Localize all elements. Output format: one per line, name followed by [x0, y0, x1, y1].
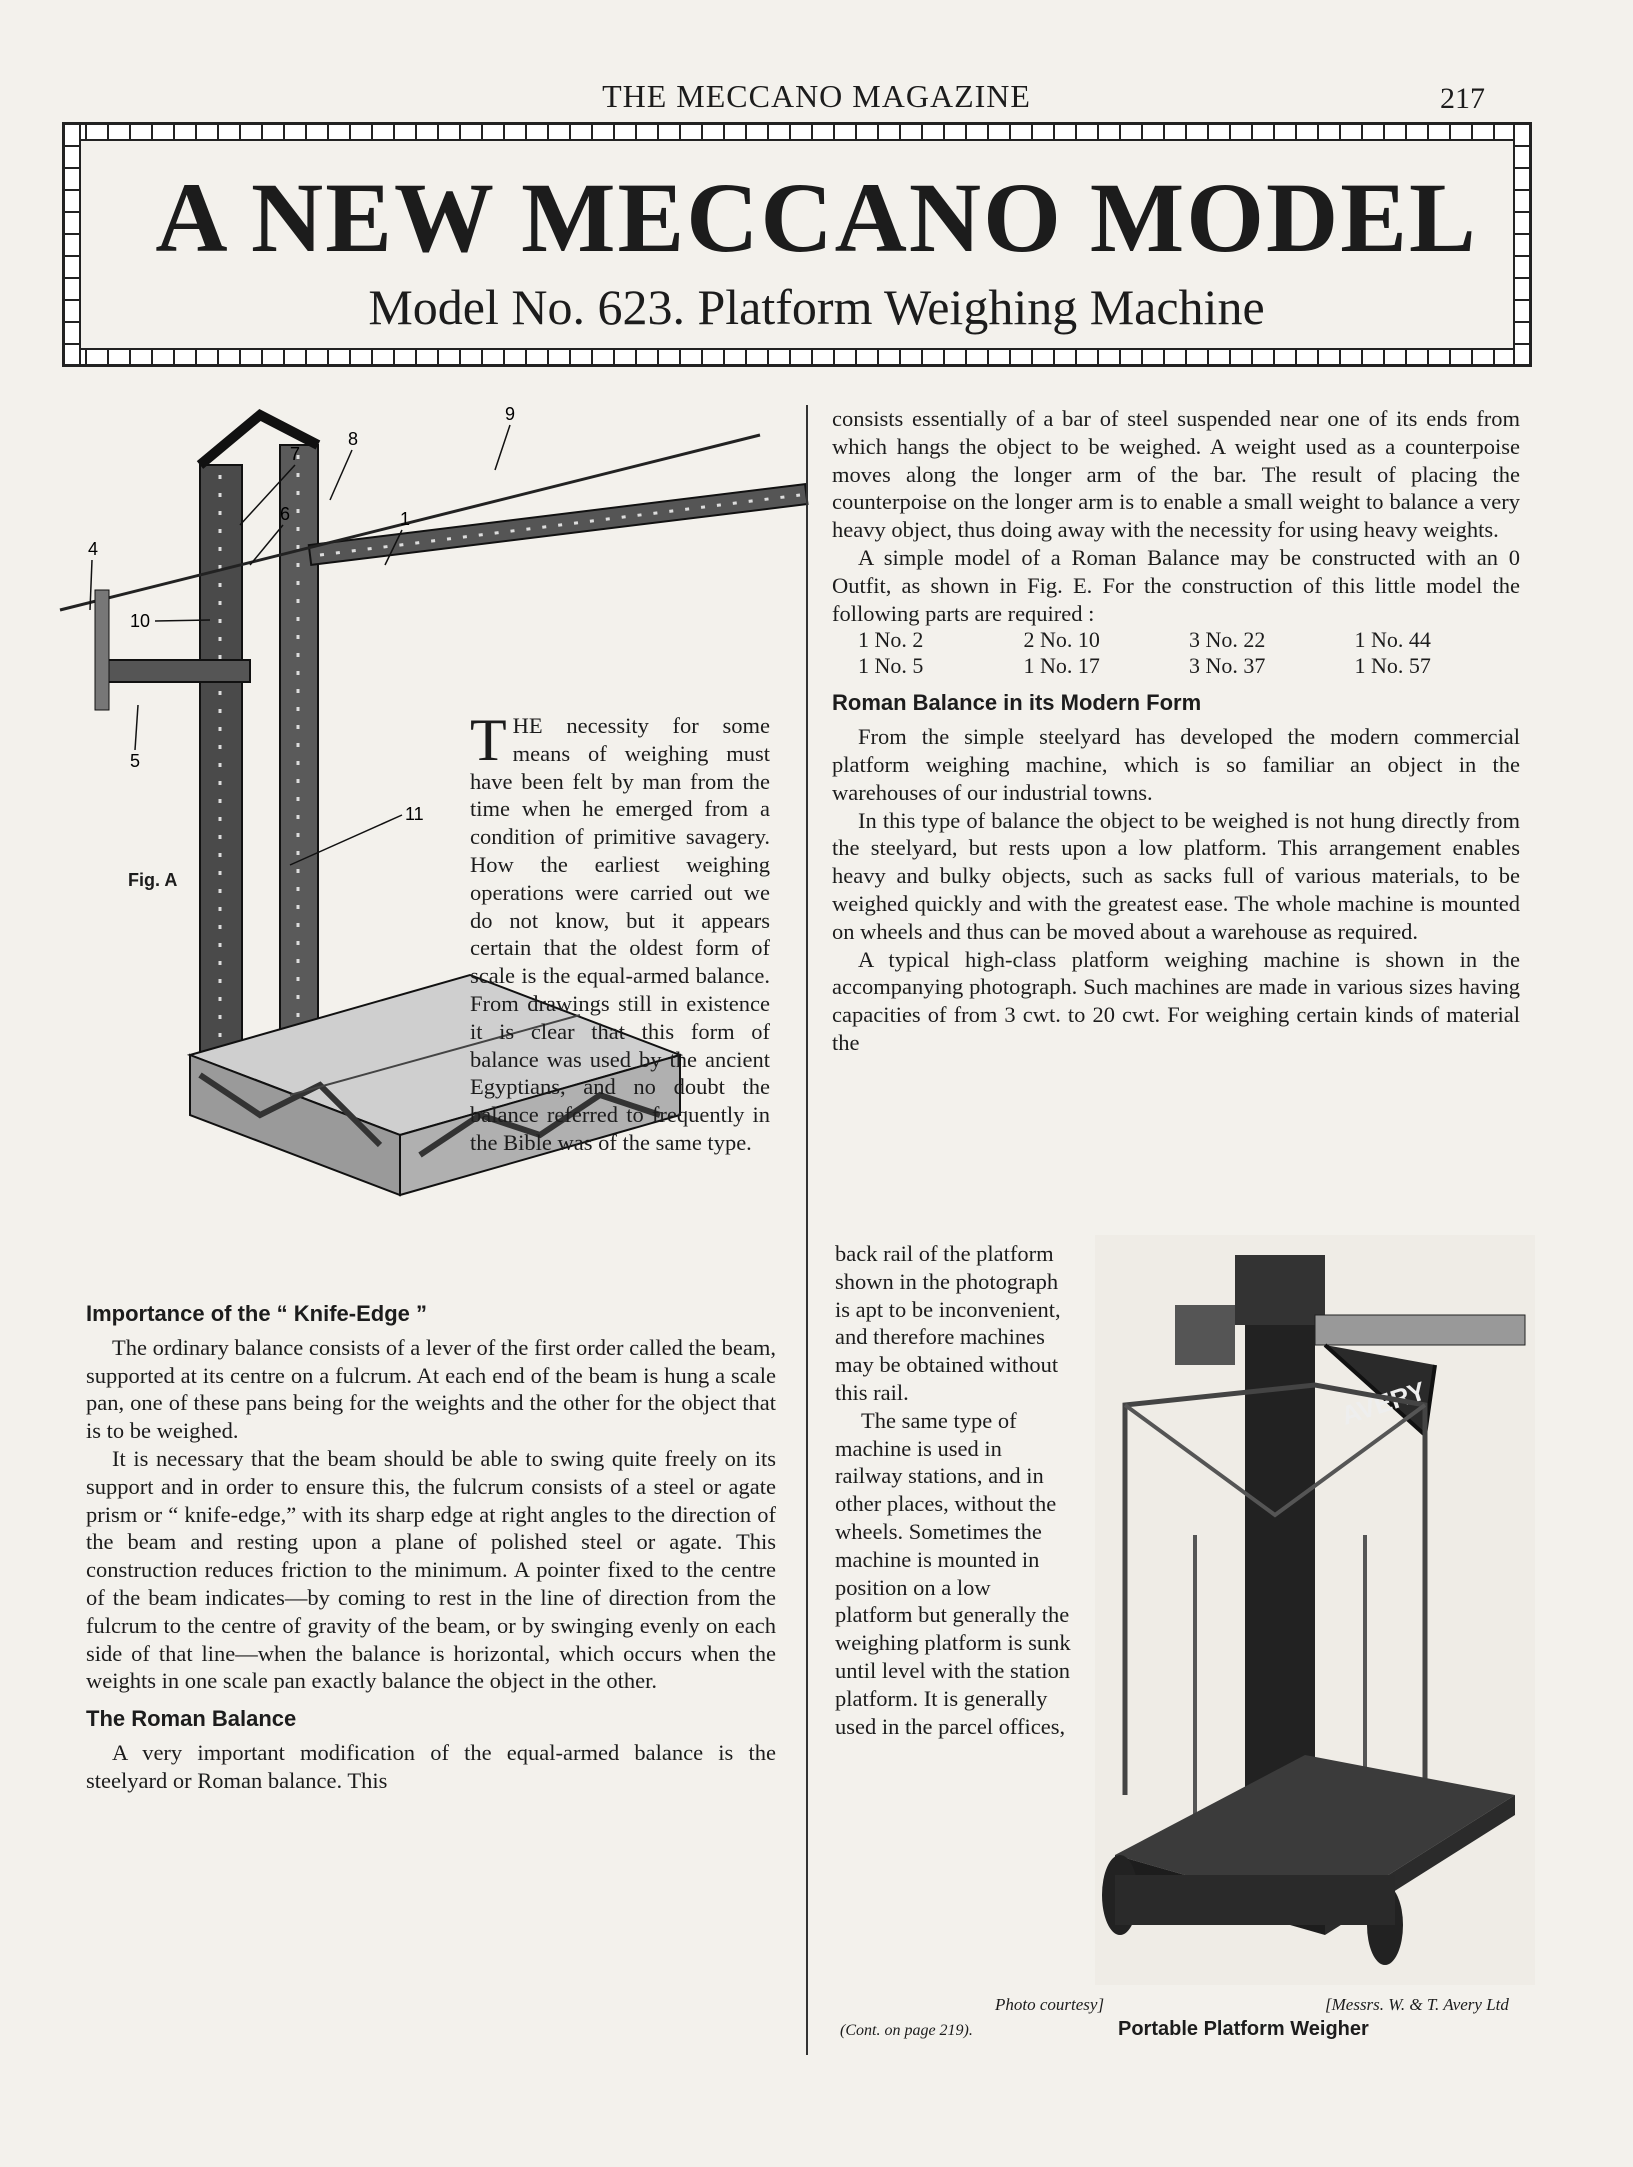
figure-a-label: Fig. A — [128, 870, 178, 890]
callout-6: 6 — [280, 504, 291, 524]
continued-note: (Cont. on page 219). — [840, 2022, 973, 2039]
part-item: 1 No. 44 — [1354, 627, 1431, 653]
paragraph-back-rail: back rail of the platform shown in the photograph is apt to be inconvenient, and therefore machines may be obtained without this rail. — [835, 1241, 1061, 1405]
paragraph-knife-edge: It is necessary that the beam should be able to swing quite freely on its support and in order to ensure this, the fulcrum consists of a steel or agate prism or “ knife-edge,” with its sharp edge at right angles to the direction of the beam and resting upon a plane of polished steel or agate. This construction reduces friction to the minimum. A pointer fixed to the centre of the beam indicates—by coming to rest in the line of direction from the fulcrum to the centre of gravity of the beam, or by swinging evenly on each side of that line—when the balance is horizontal, which occurs when the weights in one scale pan exactly balance the object in the other. — [86, 1445, 776, 1694]
part-item: 1 No. 5 — [858, 653, 924, 679]
part-item: 3 No. 37 — [1189, 653, 1266, 679]
photo-credit-right: [Messrs. W. & T. Avery Ltd — [1325, 1995, 1509, 2014]
photo-credit-left: Photo courtesy] — [995, 1995, 1105, 2014]
part-item: 1 No. 2 — [858, 627, 924, 653]
paragraph-typical-machine: A typical high-class platform weighing machine is shown in the accompanying photograph. Such machines are made in various sizes having capacities of from 3 cwt. to 20 cwt. For weighing certain kinds of material the — [832, 946, 1520, 1055]
callout-9: 9 — [505, 404, 516, 424]
article-subtitle: Model No. 623. Platform Weighing Machine — [368, 279, 1265, 335]
avery-logo: AVERY — [1337, 1375, 1430, 1431]
callout-8: 8 — [348, 429, 359, 449]
callout-4: 4 — [88, 539, 99, 559]
heading-modern-form: Roman Balance in its Modern Form — [832, 690, 1202, 716]
intro-paragraph: HE necessity for some means of weighing must have been felt by man from the time when he emerged from a condition of primitive savagery. How the earliest weighing operations were carried out we do not know, but it appears certain that the oldest form of scale is the equal-armed balance. From drawings still in existence it is clear that this form of balance was used by the ancient Egyptians, and no doubt the balance referred to frequently in the Bible was of the same type. — [470, 713, 770, 1155]
part-item: 1 No. 57 — [1354, 653, 1431, 679]
article-title: A NEW MECCANO MODEL — [155, 162, 1478, 273]
left-column — [86, 1290, 776, 1795]
weigher-photo — [1095, 1235, 1535, 1985]
paragraph-steelyard: A very important modification of the equal-armed balance is the steelyard or Roman balance. This — [86, 1739, 776, 1793]
column-divider — [806, 405, 808, 2055]
callout-7: 7 — [290, 444, 301, 464]
heading-roman-balance: The Roman Balance — [86, 1706, 297, 1732]
heading-knife-edge: Importance of the “ Knife-Edge ” — [86, 1301, 428, 1326]
parts-list — [832, 627, 1520, 679]
callout-10: 10 — [130, 611, 151, 631]
part-item: 2 No. 10 — [1023, 627, 1100, 653]
paragraph-low-platform: In this type of balance the object to be weighed is not hung directly from the steelyard, but rests upon a low platform. This arrangement enables heavy and bulky objects, such as sacks full of various materials, to be weighed quickly and with the greatest ease. The whole machine is mounted on wheels and thus can be moved about a warehouse as required. — [832, 807, 1520, 944]
narrow-column — [835, 1240, 1073, 1740]
page-number: 217 — [1440, 82, 1485, 115]
part-item: 3 No. 22 — [1189, 627, 1266, 653]
callout-1: 1 — [400, 509, 411, 529]
part-item: 1 No. 17 — [1023, 653, 1100, 679]
running-header: THE MECCANO MAGAZINE — [602, 78, 1031, 114]
callout-5: 5 — [130, 751, 141, 771]
paragraph-ordinary-balance: The ordinary balance consists of a lever of the first order called the beam, supported at its centre on a fulcrum. At each end of the beam is hung a scale pan, one of these pans being for the weights and the other for the object that is to be weighed. — [86, 1334, 776, 1444]
right-column — [832, 405, 1520, 1057]
drop-cap: T — [470, 707, 507, 773]
paragraph-railway: The same type of machine is used in railway stations, and in other places, without the wheels. Sometimes the machine is mounted in position on a low platform but generally the weighing platform is sunk until level with the station platform. It is generally used in the parcel offices, — [835, 1407, 1071, 1739]
intro-text — [470, 707, 770, 1157]
photo-caption: Portable Platform Weigher — [1118, 2018, 1369, 2040]
paragraph-model-parts: A simple model of a Roman Balance may be constructed with an 0 Outfit, as shown in Fig. E. For the construction of this little model the following parts are required : — [832, 544, 1520, 626]
paragraph-steelyard-continued: consists essentially of a bar of steel suspended near one of its ends from which hangs the object to be weighed. A weight used as a counterpoise moves along the longer arm of the bar. The result of placing the counterpoise on the longer arm is to enable a small weight to balance a very heavy object, thus doing away with the necessity for using heavy weights. — [832, 406, 1520, 543]
callout-11: 11 — [405, 804, 424, 824]
paragraph-platform-machine: From the simple steelyard has developed the modern commercial platform weighing machine, which is so familiar an object in the warehouses of our industrial towns. — [832, 724, 1520, 805]
